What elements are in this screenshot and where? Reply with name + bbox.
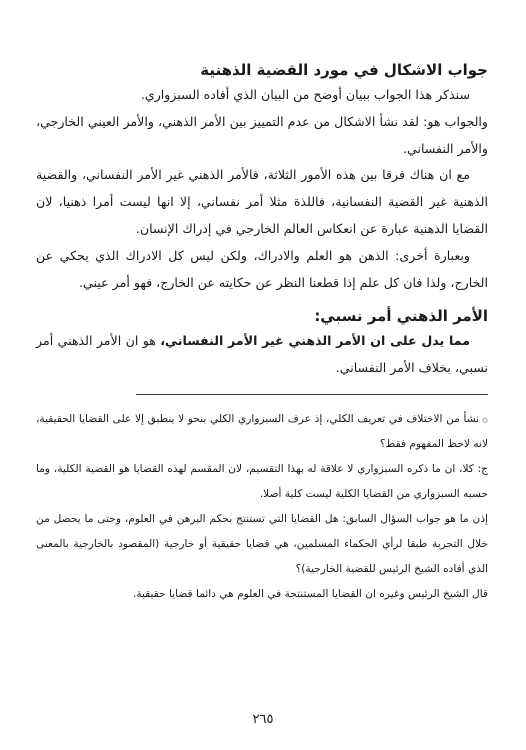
paragraph-answer: والجواب هو: لقد نشأ الاشكال من عدم التمييز بين الأمر الذهني، والأمر العيني الخارجي، والأمر النفساني. [36,113,488,156]
footnote-divider [136,394,488,395]
paragraph-difference: مع ان هناك فرقا بين هذه الأمور الثلاثة، فالأمر الذهني غير الأمر النفساني، والقضية الذهنية غير القضية النفسانية، فاللذة مثلا أمر نفساني، إلا انها ليست أمرا ذهنيا، لان القضايا الذهنية عبارة عن انعكاس العالم الخارجي في إدراك الإنسان. [36,167,488,236]
paragraph-relative [36,328,488,382]
section-heading: جواب الاشكال في مورد القضية الذهنية [200,61,488,79]
page-number: ٢٦٥ [252,712,274,727]
footnote-question [36,407,488,457]
paragraph-relative-lead: مما يدل على ان الأمر الذهني غير الأمر النفساني، [160,333,470,349]
footnote-avicenna: قال الشيخ الرئيس وغيره ان القضايا المستنتجة في العلوم هي دائما قضايا حقيقية. [132,587,488,600]
footnote-mark-icon: ۞ [482,413,488,425]
footnote-question-text: نشأ من الاختلاف في تعريف الكلي، إذ عرف السبزواري الكلي بنحو لا ينطبق إلا على القضايا الحقيقية، لانه لاحظ المفهوم فقط؟ [36,412,488,450]
footnote-answer: ج: كلا، ان ما ذكره السبزواري لا علاقة له بهذا التقسيم، لان المقسم لهذه القضايا هو القضية الكلية، وما حسبه السبزواري من القضايا الكلية ليست كلية أصلا. [36,462,488,500]
footnote-followup: إذن ما هو جواب السؤال السابق: هل القضايا التي تستنتج بحكم البرهن في العلوم، وحتى ما يحصل من خلال التجربة طبقا لرأي الحكماء المسلمين، هي قضايا حقيقية أو خارجية (المقصود بالخارجية بالمعنى الذي أفاده الشيخ الرئيس للقضية الخارجية)؟ [36,512,488,575]
paragraph-in-other-words: وبعبارة أخرى: الذهن هو العلم والادراك، ولكن ليس كل الادراك الذي يحكي عن الخارج، ولذا فان كل علم إذا قطعنا النظر عن حكايته عن الخارج، فهو أمر عيني. [36,247,488,290]
subsection-heading: الأمر الذهني أمر نسبي: [314,307,488,326]
paragraph-relative-rest: هو ان الأمر الذهني أمر نسبي، بخلاف الأمر النفساني. [36,333,488,376]
paragraph-intro: سنذكر هذا الجواب ببيان أوضح من البيان الذي أفاده السبزواري. [140,87,470,102]
